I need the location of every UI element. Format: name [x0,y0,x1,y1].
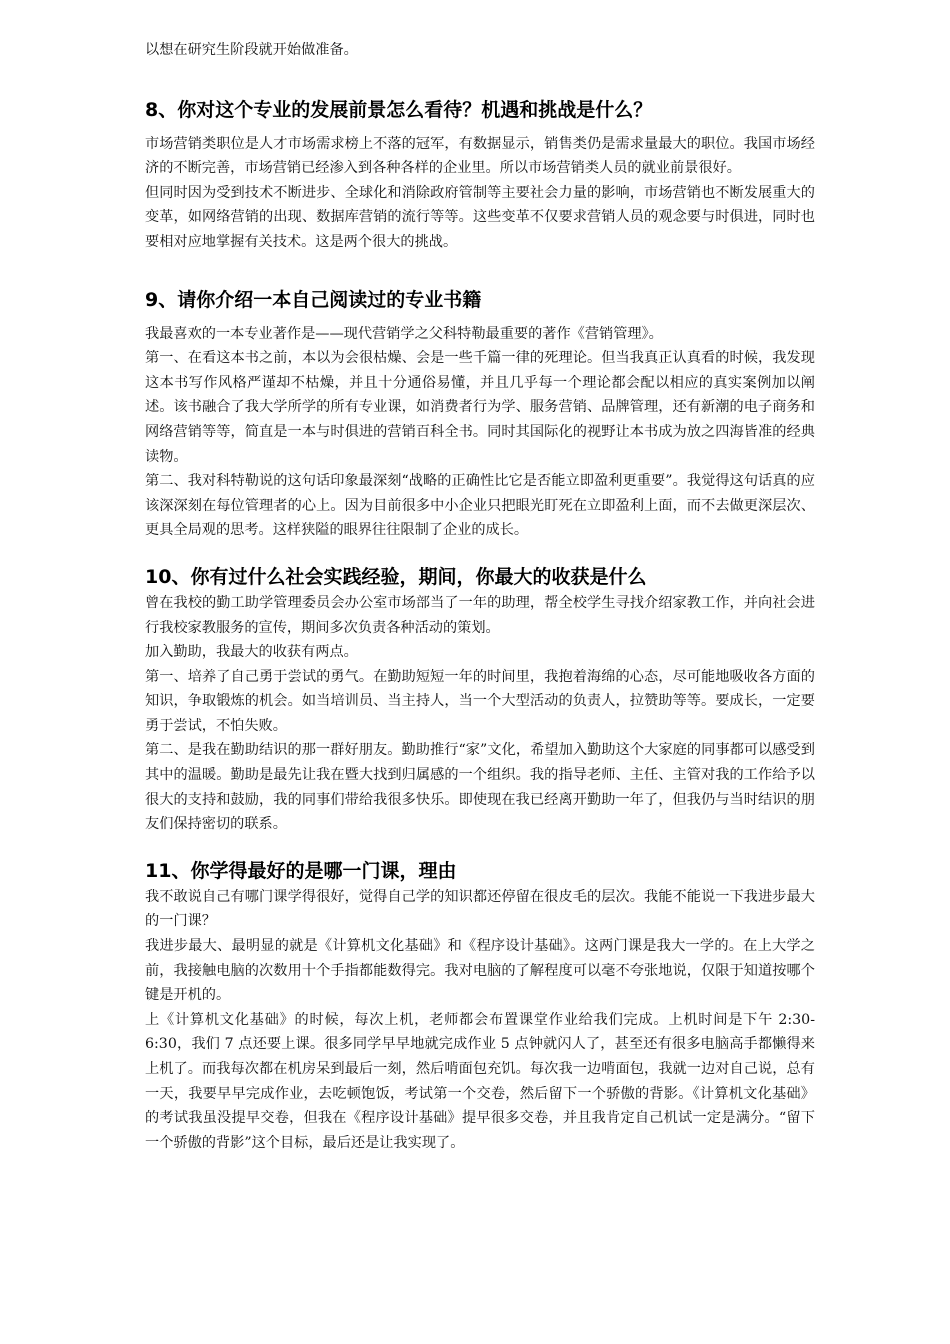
section-paragraph: 曾在我校的勤工助学管理委员会办公室市场部当了一年的助理，帮全校学生寻找介绍家教工作，并向社会进行我校家教服务的宣传，期间多次负责各种活动的策划。 [145,594,815,636]
section-11 [145,857,815,1156]
section-paragraph: 第一、培养了自己勇于尝试的勇气。在勤助短短一年的时间里，我抱着海绵的心态，尽可能地吸收各方面的知识，争取锻炼的机会。如当培训员、当主持人，当一个大型活动的负责人，拉赞助等等。要成长，一定要勇于尝试，不怕失败。 [145,668,815,734]
section-paragraph: 第二、我对科特勒说的这句话印象最深刻“战略的正确性比它是否能立即盈利更重要”。我觉得这句话真的应该深深刻在每位管理者的心上。因为目前很多中小企业只把眼光盯死在立即盈利上面，而不去做更深层次、更具全局观的思考。这样狭隘的眼界往往限制了企业的成长。 [145,473,815,539]
section-heading: 11、你学得最好的是哪一门课，理由 [145,859,457,882]
section-heading: 10、你有过什么社会实践经验，期间，你最大的收获是什么 [145,565,647,588]
section-9 [145,286,815,543]
section-paragraph: 我进步最大、最明显的就是《计算机文化基础》和《程序设计基础》。这两门课是我大一学的。在上大学之前，我接触电脑的次数用十个手指都能数得完。我对电脑的了解程度可以毫不夸张地说，仅限于知道按哪个键是开机的。 [145,938,815,1004]
section-paragraph: 我不敢说自己有哪门课学得很好，觉得自己学的知识都还停留在很皮毛的层次。我能不能说一下我进步最大的一门课？ [145,888,815,930]
section-paragraph: 加入勤助，我最大的收获有两点。 [145,644,358,661]
document-page [145,38,815,1155]
section-paragraph: 第二、是我在勤助结识的那一群好朋友。勤助推行“家”文化，希望加入勤助这个大家庭的同事都可以感受到其中的温暖。勤助是最先让我在暨大找到归属感的一个组织。我的指导老师、主任、主管对我的工作给予以很大的支持和鼓励，我的同事们带给我很多快乐。即使现在我已经离开勤助一年了，但我仍与当时结识的朋友们保持密切的联系。 [145,742,815,833]
section-heading: 9、请你介绍一本自己阅读过的专业书籍 [145,288,482,311]
section-paragraph: 市场营销类职位是人才市场需求榜上不落的冠军，有数据显示，销售类仍是需求量最大的职位。我国市场经济的不断完善，市场营销已经渗入到各种各样的企业里。所以市场营销类人员的就业前景很好。 [145,135,815,177]
section-paragraph: 上《计算机文化基础》的时候，每次上机，老师都会布置课堂作业给我们完成。上机时间是下午 2:30-6:30，我们 7 点还要上课。很多同学早早地就完成作业 5 点钟就闪人了，甚至还有很多电脑高手都懒得来上机了。而我每次都在机房呆到最后一刻，然后啃面包充饥。每次我一边啃面包，我就一边对自己说，总有一天，我要早早完成作业，去吃顿饱饭，考试第一个交卷，然后留下一个骄傲的背影。《计算机文化基础》的考试我虽没提早交卷，但我在《程序设计基础》提早很多交卷，并且我肯定自己机试一定是满分。“留下一个骄傲的背影”这个目标，最后还是让我实现了。 [145,1011,815,1151]
section-heading: 8、你对这个专业的发展前景怎么看待？机遇和挑战是什么？ [145,98,653,121]
section-paragraph: 我最喜欢的一本专业著作是——现代营销学之父科特勒最重要的著作《营销管理》。 [145,325,663,342]
section-paragraph: 第一、在看这本书之前，本以为会很枯燥、会是一些千篇一律的死理论。但当我真正认真看的时候，我发现这本书写作风格严谨却不枯燥，并且十分通俗易懂，并且几乎每一个理论都会配以相应的真实案例加以阐述。该书融合了我大学所学的所有专业课，如消费者行为学、服务营销、品牌管理，还有新潮的电子商务和网络营销等等，简直是一本与时俱进的营销百科全书。同时其国际化的视野让本书成为放之四海皆准的经典读物。 [145,350,815,465]
intro-paragraph: 以想在研究生阶段就开始做准备。 [145,42,358,58]
section-paragraph: 但同时因为受到技术不断进步、全球化和消除政府管制等主要社会力量的影响，市场营销也不断发展重大的变革，如网络营销的出现、数据库营销的流行等等。这些变革不仅要求营销人员的观念要与时俱进，同时也要相对应地掌握有关技术。这是两个很大的挑战。 [145,184,815,250]
section-8 [145,96,815,255]
section-10 [145,563,815,837]
